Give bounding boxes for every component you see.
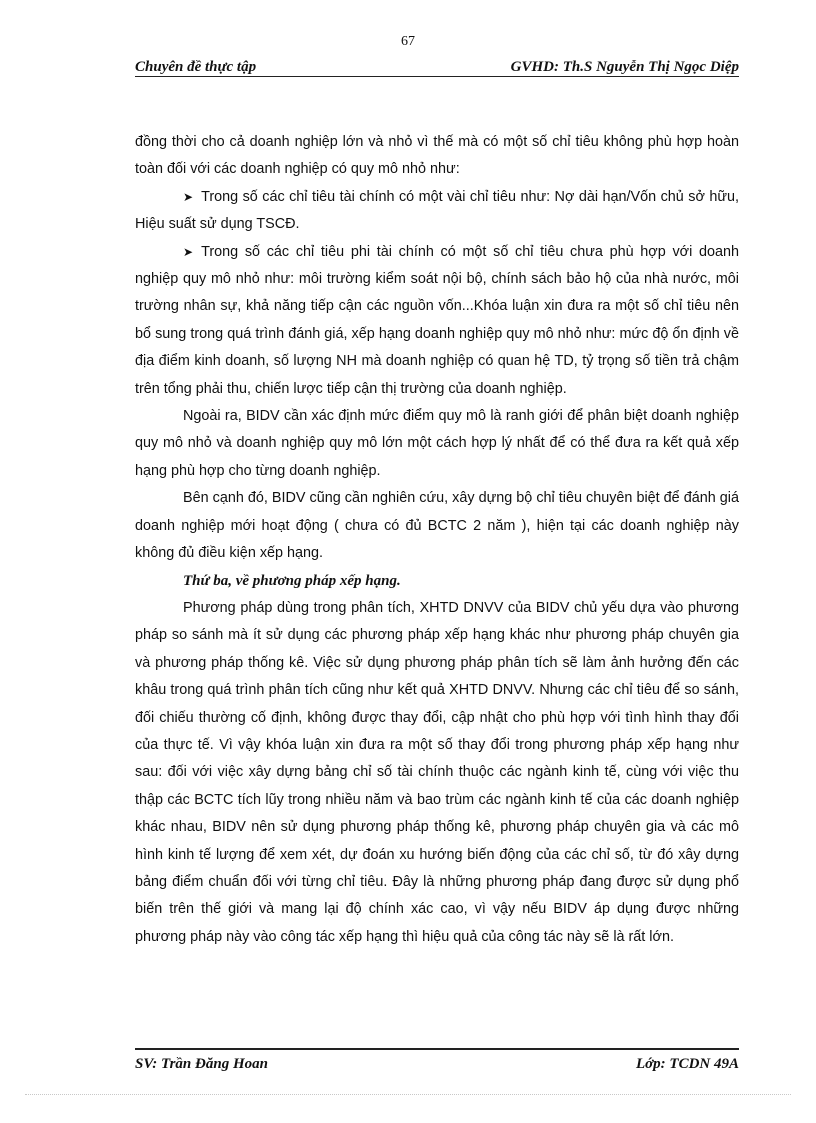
paragraph-2: Bên cạnh đó, BIDV cũng cần nghiên cứu, xây dựng bộ chỉ tiêu chuyên biệt để đánh giá doanh nghiệp mới hoạt động ( chưa có đủ BCTC 2 năm ), hiện tại các doanh nghiệp này không đủ điều kiện xếp hạng. xyxy=(135,490,739,562)
intro-paragraph: đồng thời cho cả doanh nghiệp lớn và nhỏ vì thế mà có một số chỉ tiêu không phù hợp hoàn toàn đối với các doanh nghiệp có quy mô nhỏ như: xyxy=(135,134,739,178)
section-heading: Thứ ba, về phương pháp xếp hạng. xyxy=(183,572,401,589)
arrowhead-bullet-icon: ➤ xyxy=(183,189,194,204)
header-right: GVHD: Th.S Nguyễn Thị Ngọc Diệp xyxy=(510,59,739,75)
bullet-text-1: Trong số các chỉ tiêu tài chính có một vài chỉ tiêu như: Nợ dài hạn/Vốn chủ sở hữu, Hiệu suất sử dụng TSCĐ. xyxy=(135,188,739,233)
body-text xyxy=(135,129,739,951)
bullet-item-1 xyxy=(135,184,739,239)
page-header xyxy=(135,56,739,77)
paragraph-3: Phương pháp dùng trong phân tích, XHTD DNVV của BIDV chủ yếu dựa vào phương pháp so sánh mà ít sử dụng các phương pháp xếp hạng khác như phương pháp chuyên gia và phương pháp thống kê. Việc sử dụng phương pháp phân tích sẽ làm ảnh hưởng đến các khâu trong quá trình phân tích cũng như kết quả XHTD DNVV. Nhưng các chỉ tiêu để so sánh, đối chiếu thường cố định, không được thay đổi, cập nhật cho phù hợp với tình hình thay đổi của thực tế. Vì vậy khóa luận xin đưa ra một số thay đổi trong phương pháp xếp hạng như sau: đối với việc xây dựng bảng chỉ số tài chính thuộc các ngành kinh tế, cùng với việc thu thập các BCTC tích lũy trong nhiều năm và bao trùm các ngành kinh tế của các doanh nghiệp khác nhau, BIDV nên sử dụng phương pháp thống kê, phương pháp chuyên gia và các mô hình kinh tế lượng để xem xét, dự đoán xu hướng biến động của các chỉ số, từ đó xây dựng bảng điểm chuẩn đối với từng chỉ tiêu. Đây là những phương pháp đang được sử dụng phổ biến trên thế giới và mang lại độ chính xác cao, vì vậy nếu BIDV áp dụng được những phương pháp này vào công tác xếp hạng thì hiệu quả của công tác này sẽ là rất lớn. xyxy=(135,599,739,945)
page-footer xyxy=(135,1048,739,1073)
page-number: 67 xyxy=(401,34,415,49)
header-left: Chuyên đề thực tập xyxy=(135,59,257,75)
bullet-item-2 xyxy=(135,239,739,403)
arrowhead-bullet-icon: ➤ xyxy=(183,244,194,259)
paragraph-1: Ngoài ra, BIDV cần xác định mức điểm quy mô là ranh giới để phân biệt doanh nghiệp quy mô nhỏ và doanh nghiệp quy mô lớn một cách hợp lý nhất để có thể đưa ra kết quả xếp hạng phù hợp cho từng doanh nghiệp. xyxy=(135,408,739,479)
page-bottom-divider xyxy=(25,1094,791,1095)
footer-left: SV: Trần Đăng Hoan xyxy=(135,1056,268,1072)
footer-right: Lớp: TCDN 49A xyxy=(635,1056,739,1072)
bullet-text-2: Trong số các chỉ tiêu phi tài chính có một số chỉ tiêu chưa phù hợp với doanh nghiệp quy mô nhỏ như: môi trường kiểm soát nội bộ, chính sách bảo hộ của nhà nước, môi trường nhân sự, khả năng tiếp cận các nguồn vốn...Khóa luận xin đưa ra một số chỉ tiêu nên bổ sung trong quá trình đánh giá, xếp hạng doanh nghiệp quy mô nhỏ như: mức độ ổn định về địa điểm kinh doanh, số lượng NH mà doanh nghiệp có quan hệ TD, tỷ trọng số tiền trả chậm trên tổng phải thu, chiến lược tiếp cận thị trường của doanh nghiệp. xyxy=(135,243,739,397)
